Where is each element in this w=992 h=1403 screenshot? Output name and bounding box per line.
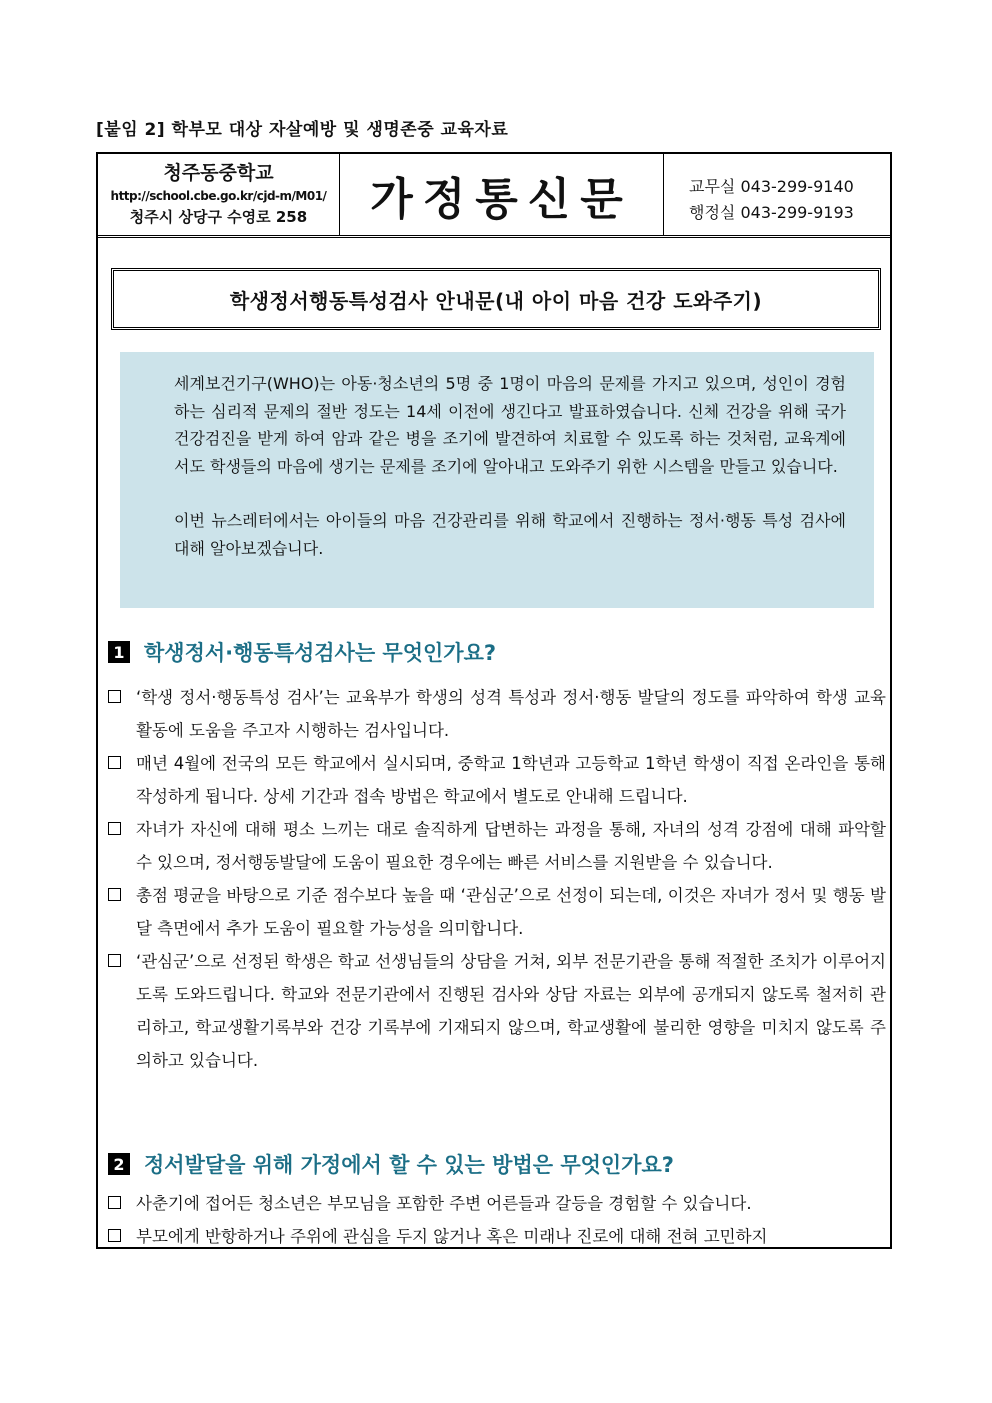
list-item-text: 부모에게 반항하거나 주위에 관심을 두지 않거나 혹은 미래나 진로에 대해 전혀 고민하지 — [136, 1227, 768, 1246]
intro-paragraph: 세계보건기구(WHO)는 아동·청소년의 5명 중 1명이 마음의 문제를 가지고 있으며, 성인이 경험하는 심리적 문제의 절반 정도는 14세 이전에 생긴다고 발표하였습니다. 신체 건강을 위해 국가건강검진을 받게 하여 암과 같은 병을 조기에 발견하여 치료할 수 있도록 하는 것처럼, 교육계에서도 학생들의 마음에 생기는 문제를 조기에 알아내고 도와주기 위한 시스템을 만들고 있습니다. — [174, 374, 846, 476]
list-item — [108, 813, 886, 879]
checkbox-icon — [108, 1196, 121, 1209]
checkbox-icon — [108, 888, 121, 901]
checkbox-icon — [108, 954, 121, 967]
newsletter-frame — [96, 152, 892, 1249]
section-1-list — [108, 681, 886, 1077]
intro-paragraph: 이번 뉴스레터에서는 아이들의 마음 건강관리를 위해 학교에서 진행하는 정서·행동 특성 검사에 대해 알아보겠습니다. — [174, 511, 846, 558]
list-item — [108, 945, 886, 1077]
list-item — [108, 747, 886, 813]
list-item-text: 총점 평균을 바탕으로 기준 점수보다 높을 때 ‘관심군’으로 선정이 되는데, 이것은 자녀가 정서 및 행동 발달 측면에서 추가 도움이 필요할 가능성을 의미합니다. — [136, 886, 886, 938]
list-item-text: 자녀가 자신에 대해 평소 느끼는 대로 솔직하게 답변하는 과정을 통해, 자녀의 성격 강점에 대해 파악할 수 있으며, 정서행동발달에 도움이 필요한 경우에는 빠른 서비스를 지원받을 수 있습니다. — [136, 820, 886, 872]
list-item — [108, 879, 886, 945]
school-info — [98, 154, 340, 235]
checkbox-icon — [108, 822, 121, 835]
section-2-list — [108, 1187, 886, 1253]
phone-line-admin: 행정실 043-299-9193 — [689, 203, 854, 222]
newsletter-title: 가정통신문 — [370, 173, 633, 225]
section-title: 정서발달을 위해 가정에서 할 수 있는 방법은 무엇인가요? — [144, 1153, 674, 1177]
phone-line-academic: 교무실 043-299-9140 — [689, 177, 854, 196]
newsletter-title-cell — [340, 154, 664, 235]
school-address: 청주시 상당구 수영로 258 — [129, 208, 308, 226]
checkbox-icon — [108, 1229, 121, 1242]
checkbox-icon — [108, 756, 121, 769]
list-item-text: 매년 4월에 전국의 모든 학교에서 실시되며, 중학교 1학년과 고등학교 1학년 학생이 직접 온라인을 통해 작성하게 됩니다. 상세 기간과 접속 방법은 학교에서 별도로 안내해 드립니다. — [136, 754, 886, 806]
main-heading: 학생정서행동특성검사 안내문(내 아이 마음 건강 도와주기) — [229, 288, 763, 313]
list-item-text: ‘학생 정서·행동특성 검사’는 교육부가 학생의 성격 특성과 정서·행동 발달의 정도를 파악하여 학생 교육 활동에 도움을 주고자 시행하는 검사입니다. — [136, 688, 886, 740]
section-number: 1 — [108, 641, 130, 663]
attachment-label: [붙임 2] 학부모 대상 자살예방 및 생명존중 교육자료 — [96, 120, 509, 140]
school-name: 청주동중학교 — [163, 162, 274, 184]
intro-box — [120, 352, 874, 608]
school-url: http://school.cbe.go.kr/cjd-m/M01/ — [110, 189, 327, 203]
list-item — [108, 1187, 886, 1220]
list-item-text: ‘관심군’으로 선정된 학생은 학교 선생님들의 상담을 거쳐, 외부 전문기관을 통해 적절한 조치가 이루어지도록 도와드립니다. 학교와 전문기관에서 진행된 검사와 상담 자료는 외부에 공개되지 않도록 철저히 관리하고, 학교생활기록부와 건강 기록부에 기재되지 않으며, 학교생활에 불리한 영향을 미치지 않도록 주의하고 있습니다. — [136, 952, 886, 1070]
newsletter-header — [98, 154, 890, 238]
section-number: 2 — [108, 1153, 130, 1175]
list-item — [108, 681, 886, 747]
contact-phones — [664, 154, 890, 235]
list-item-text: 사춘기에 접어든 청소년은 부모님을 포함한 주변 어른들과 갈등을 경험할 수 있습니다. — [136, 1194, 752, 1213]
section-2-heading — [108, 1149, 674, 1179]
main-heading-box — [111, 268, 881, 330]
section-1-heading — [108, 637, 496, 667]
checkbox-icon — [108, 690, 121, 703]
section-title: 학생정서·행동특성검사는 무엇인가요? — [144, 641, 497, 665]
list-item — [108, 1220, 886, 1253]
